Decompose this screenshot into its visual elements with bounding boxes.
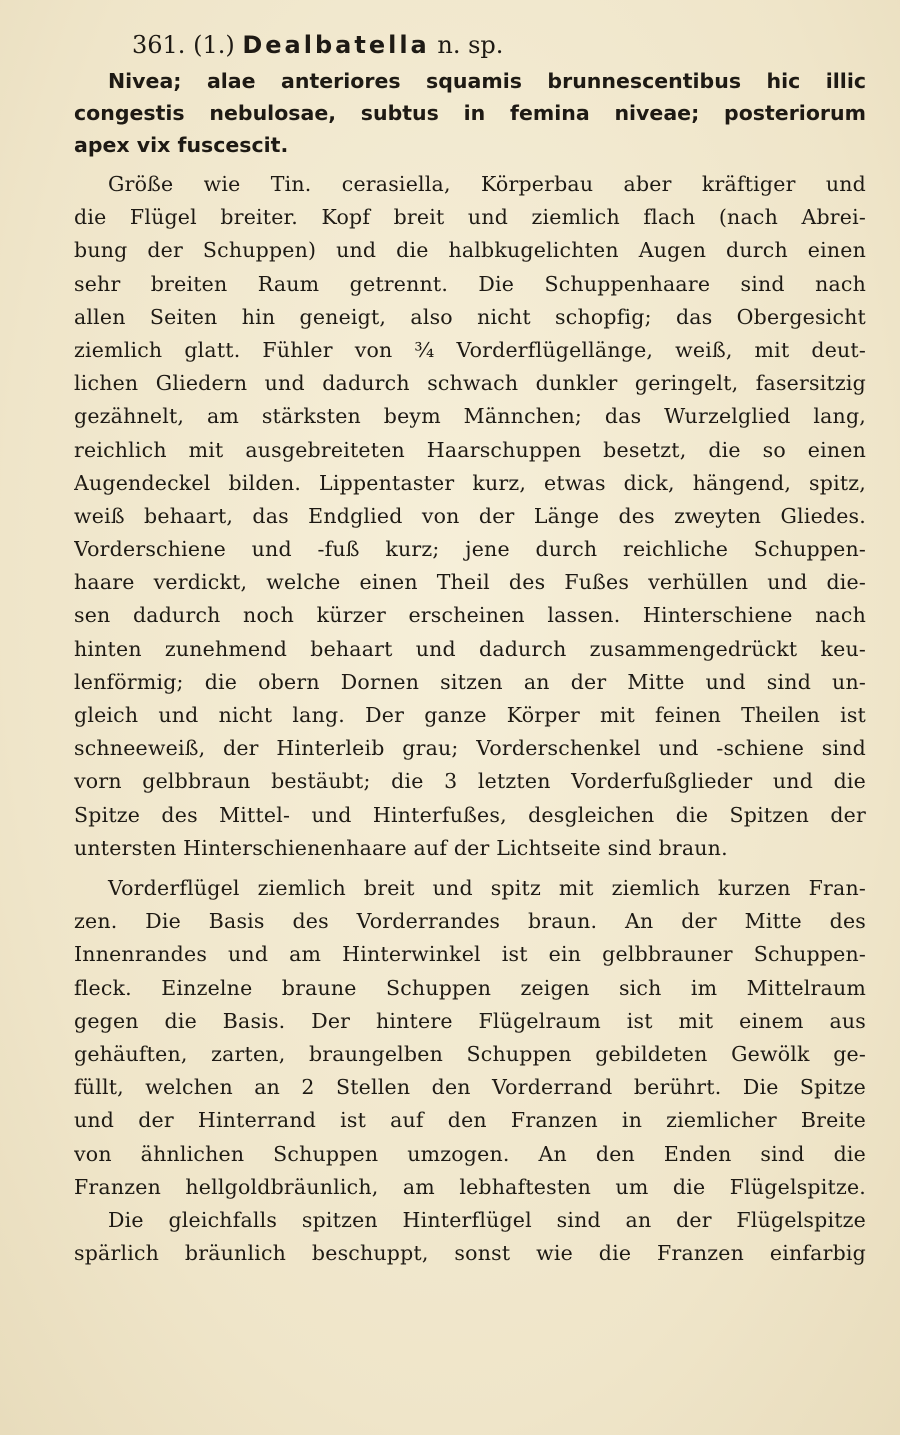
text-line: fleck. Einzelne braune Schuppen zeigen sich im Mittelraum	[74, 975, 866, 1000]
text-line: füllt, welchen an 2 Stellen den Vorderrand berührt. Die Spitze	[74, 1075, 866, 1100]
text-line: spärlich bräunlich beschuppt, sonst wie die Franzen einfarbig	[74, 1241, 866, 1266]
text-line: sehr breiten Raum getrennt. Die Schuppenhaare sind nach	[74, 271, 866, 296]
text-line: gezähnelt, am stärksten beym Männchen; das Wurzelglied lang,	[74, 404, 866, 429]
text-line: bung der Schuppen) und die halbkugelichten Augen durch einen	[74, 238, 866, 263]
text-line: allen Seiten hin geneigt, also nicht schopfig; das Obergesicht	[74, 304, 866, 329]
text-line: Nivea; alae anteriores squamis brunnescentibus hic illic	[108, 69, 866, 93]
text-line: Innenrandes und am Hinterwinkel ist ein gelbbrauner Schuppen-	[74, 942, 866, 967]
text-line: gegen die Basis. Der hintere Flügelraum ist mit einem aus	[74, 1008, 866, 1033]
text-line: ziemlich glatt. Fühler von ¾ Vorderflügellänge, weiß, mit deut-	[74, 337, 866, 362]
text-line: sen dadurch noch kürzer erscheinen lassen. Hinterschiene nach	[74, 603, 866, 628]
entry-number: 361.	[132, 31, 186, 59]
text-line: Spitze des Mittel- und Hinterfußes, desgleichen die Spitzen der	[74, 802, 866, 827]
text-line: von ähnlichen Schuppen umzogen. An den Enden sind die	[74, 1141, 866, 1166]
text-line: congestis nebulosae, subtus in femina niveae; posteriorum	[74, 101, 866, 125]
species-heading	[132, 28, 503, 62]
new-species-abbreviation: n. sp.	[437, 31, 504, 59]
text-line: untersten Hinterschienenhaare auf der Lichtseite sind braun.	[74, 835, 728, 860]
text-line: zen. Die Basis des Vorderrandes braun. An der Mitte des	[74, 909, 866, 934]
text-line: haare verdickt, welche einen Theil des Fußes verhüllen und die-	[74, 570, 866, 595]
text-line: gehäuften, zarten, braungelben Schuppen gebildeten Gewölk ge-	[74, 1041, 866, 1066]
text-line: Augendeckel bilden. Lippentaster kurz, etwas dick, hängend, spitz,	[74, 470, 866, 495]
text-line: Vorderschiene und -fuß kurz; jene durch reichliche Schuppen-	[74, 537, 866, 562]
latin-diagnosis	[74, 65, 866, 161]
genus-name: Dealbatella	[242, 31, 430, 59]
text-line: vorn gelbbraun bestäubt; die 3 letzten Vorderfußglieder und die	[74, 769, 866, 794]
text-line: Franzen hellgoldbräunlich, am lebhaftesten um die Flügelspitze.	[74, 1174, 866, 1199]
text-line: reichlich mit ausgebreiteten Haarschuppen besetzt, die so einen	[74, 437, 866, 462]
text-line: und der Hinterrand ist auf den Franzen in ziemlicher Breite	[74, 1108, 866, 1133]
text-line: die Flügel breiter. Kopf breit und ziemlich flach (nach Abrei-	[74, 205, 866, 230]
text-line: lichen Gliedern und dadurch schwach dunkler geringelt, fasersitzig	[74, 371, 866, 396]
text-line: hinten zunehmend behaart und dadurch zusammengedrückt keu-	[74, 636, 866, 661]
text-line: gleich und nicht lang. Der ganze Körper mit feinen Theilen ist	[74, 703, 866, 727]
text-line: schneeweiß, der Hinterleib grau; Vorderschenkel und -schiene sind	[74, 736, 866, 761]
species-marker: (1.)	[193, 31, 235, 59]
text-line: apex vix fuscescit.	[74, 133, 289, 157]
text-line: weiß behaart, das Endglied von der Länge des zweyten Gliedes.	[74, 503, 866, 528]
text-line: lenförmig; die obern Dornen sitzen an der Mitte und sind un-	[74, 669, 866, 694]
text-line: Die gleichfalls spitzen Hinterflügel sind an der Flügelspitze	[108, 1207, 866, 1232]
text-line: Größe wie Tin. cerasiella, Körperbau aber kräftiger und	[108, 172, 866, 196]
german-description-paragraph-2	[74, 872, 866, 1270]
german-description-paragraph-1	[74, 168, 866, 865]
text-line: Vorderflügel ziemlich breit und spitz mit ziemlich kurzen Fran-	[108, 876, 866, 900]
